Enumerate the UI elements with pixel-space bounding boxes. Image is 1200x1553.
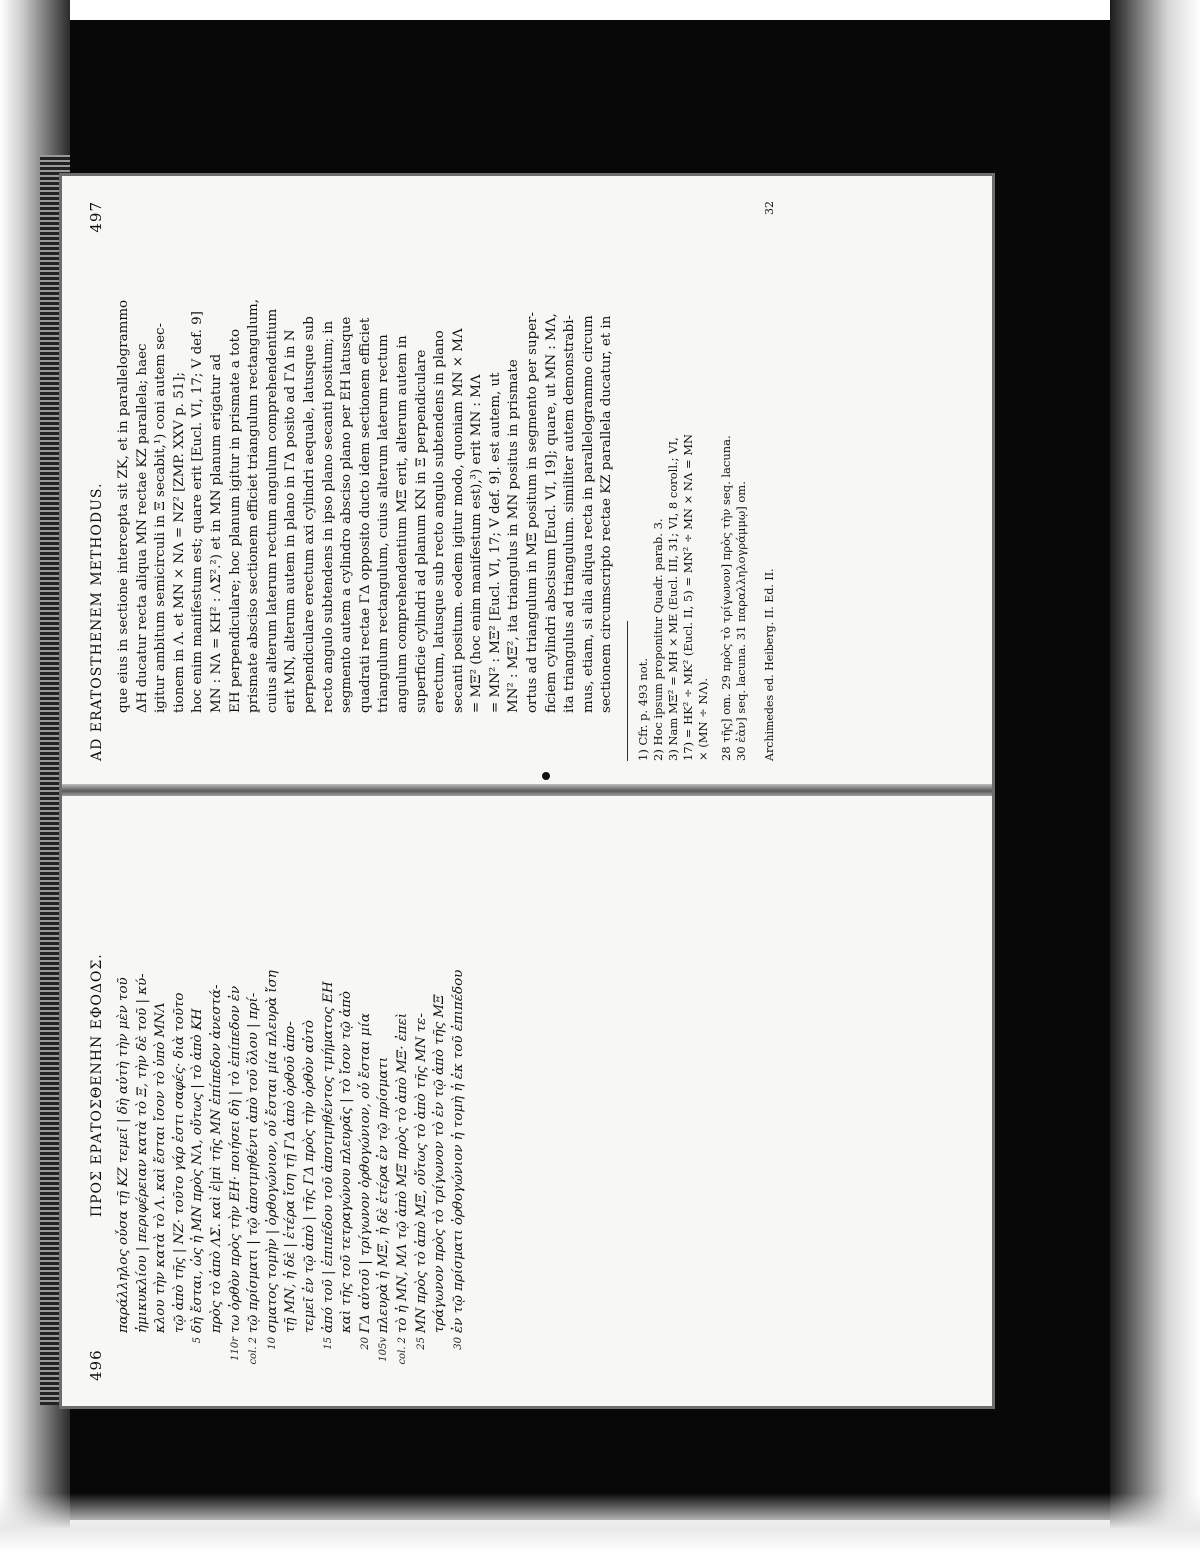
text-line bbox=[134, 201, 153, 761]
text-line bbox=[189, 821, 208, 1381]
line-text: πλευρὰ ἡ ΜΞ, ἡ δὲ ἑτέρα ἐν τῷ πρίσματι bbox=[376, 1056, 392, 1333]
line-number: 25 bbox=[415, 1337, 427, 1350]
line-text: τράγωνον πρὸς τὸ τρίγωνον τὸ ἐν τῷ ἀπὸ τῆς ΜΞ bbox=[432, 994, 448, 1333]
line-text: ortus ad triangulum in MΞ positum in segmento per super- bbox=[525, 312, 541, 713]
page-497-content bbox=[87, 201, 967, 761]
line-text: MN² : MΞ², ita triangulus in MN positus in prismate bbox=[506, 359, 522, 713]
line-text: segmento autem a cylindro absciso plano per EH latusque bbox=[339, 316, 355, 713]
line-number: 5 bbox=[192, 1337, 204, 1344]
signature-mark: 32 bbox=[763, 201, 777, 215]
line-text: quadrati rectae ΓΔ opposito ducto idem sectionem efficiet bbox=[357, 317, 373, 713]
text-line bbox=[227, 201, 246, 761]
text-line bbox=[561, 201, 580, 761]
text-line bbox=[338, 201, 357, 761]
line-text: τω ὀρθὸν πρὸς τὴν ΕΗ· ποιήσει δὴ | τὸ ἐπίπεδον ἐν bbox=[227, 985, 243, 1333]
text-line bbox=[245, 821, 264, 1381]
text-line bbox=[413, 821, 432, 1381]
line-text: EH perpendiculare; hoc planum igitur in prismate a toto bbox=[227, 328, 243, 713]
text-line bbox=[487, 201, 506, 761]
text-line bbox=[301, 821, 320, 1381]
text-line bbox=[357, 201, 376, 761]
page-496 bbox=[62, 796, 992, 1406]
latin-text-block bbox=[115, 201, 617, 761]
line-text: σματος τομὴν | ὀρθογώνιον, οὗ ἔσται μία πλευρὰ ἴση bbox=[264, 970, 280, 1333]
line-text: τεμεῖ ἐν τῷ ἀπὸ | τῆς ΓΔ πρὸς τὴν ὀρθὸν αὐτὸ bbox=[301, 1020, 317, 1333]
text-line bbox=[524, 201, 543, 761]
text-line bbox=[152, 201, 171, 761]
footnote: 17) = HK² ÷ MK² (Eucl. II, 5) = MN² ÷ MN × NΛ = MN bbox=[681, 433, 696, 761]
footer-imprint: Archimedes ed. Heiberg. II. Ed. II. bbox=[763, 568, 777, 761]
ink-dot bbox=[542, 772, 550, 780]
text-line bbox=[282, 821, 301, 1381]
footnote: 3) Nam MΞ² = MH × ME (Eucl. III, 31; VI, 8 coroll.; VI, bbox=[666, 437, 681, 761]
running-head-497 bbox=[87, 201, 105, 761]
line-text: hoc enim manifestum est; quare erit [Eucl. VI, 17; V def. 9] bbox=[190, 311, 206, 713]
line-text: secanti positum. eodem igitur modo, quoniam MN × MΛ bbox=[450, 328, 466, 713]
page-497 bbox=[62, 176, 992, 786]
line-text: ΜΝ πρὸς τὸ ἀπὸ ΜΞ, οὕτως τὸ ἀπὸ τῆς ΜΝ τε- bbox=[413, 1013, 429, 1333]
footnote: × (MN ÷ NΛ). bbox=[696, 677, 711, 761]
scan-edge-right bbox=[1110, 0, 1200, 1553]
line-text: sectionem circumscripto rectae KZ parallela ducatur, et in bbox=[599, 315, 615, 713]
running-head-title: AD ERATOSTHENEM METHODUS. bbox=[89, 482, 105, 761]
text-line bbox=[227, 821, 246, 1381]
line-text: = MΞ² (hoc enim manifestum est),³) erit MN : MΛ bbox=[469, 374, 485, 713]
footnote: 2) Hoc ipsum proponitur Quadr. parab. 3. bbox=[651, 518, 666, 761]
text-line bbox=[189, 201, 208, 761]
line-text: mus, etiam, si alia aliqua recta in parallelogrammo circum bbox=[580, 315, 596, 713]
line-text: erit MN, alterum autem in plano in ΓΔ posito ad ΓΔ in N bbox=[283, 329, 299, 713]
page-496-content bbox=[87, 821, 967, 1381]
text-line bbox=[450, 821, 469, 1381]
line-text: perpendiculare erectum axi cylindri aequale, latusque sub bbox=[301, 316, 317, 713]
line-text: recto angulo subtendens in ipso plano secanti positum; in bbox=[320, 320, 336, 713]
line-number: col. 2 bbox=[248, 1337, 260, 1365]
line-text: tionem in Λ. et MN × NΛ = NZ² [ZMP. XXV p. 51]; bbox=[171, 372, 187, 713]
text-line bbox=[320, 821, 339, 1381]
line-text: τῷ ἀπὸ τῆς | ΝΖ· τοῦτο γάρ ἐστι σαφές· διὰ τοῦτο bbox=[171, 992, 187, 1333]
line-number: 20 bbox=[359, 1337, 371, 1350]
text-line bbox=[338, 821, 357, 1381]
line-text: superficie cylindri ad planum KN in Ξ perpendiculare bbox=[413, 349, 429, 713]
text-line bbox=[115, 821, 134, 1381]
line-text: κλου τὴν κατὰ τὸ Λ. καὶ ἔσται ἴσον τὸ ὑπὸ ΜΝΛ bbox=[153, 1002, 169, 1333]
line-text: δὴ ἔσται, ὡς ἡ ΜΝ πρὸς ΝΛ, οὕτως | τὸ ἀπὸ ΚΗ bbox=[190, 1008, 206, 1333]
text-line bbox=[413, 201, 432, 761]
line-number: 30 bbox=[452, 1337, 464, 1350]
line-text: ficiem cylindri abscisum [Eucl. VI, 19]; quare, ut MN : MΛ, bbox=[543, 313, 559, 713]
text-line bbox=[598, 201, 617, 761]
line-text: triangulum rectangulum, cuius alterum laterum rectum bbox=[376, 334, 392, 713]
text-line bbox=[543, 201, 562, 761]
apparatus-entry: 30 ἐὰν] seq. lacuna. 31 παραλληλογράμμῳ] om. bbox=[734, 481, 749, 761]
text-line bbox=[450, 201, 469, 761]
line-text: ita triangulus ad triangulum. similiter autem demonstrabi- bbox=[562, 314, 578, 713]
text-line bbox=[375, 201, 394, 761]
text-line bbox=[431, 201, 450, 761]
text-line bbox=[245, 201, 264, 761]
text-line bbox=[505, 201, 524, 761]
line-text: τῷ πρίσματι | τῷ ἀποτμηθέντι ἀπὸ τοῦ ὅλου | πρί- bbox=[246, 992, 262, 1333]
text-line bbox=[208, 821, 227, 1381]
line-text: τῇ ΜΝ, ἡ δὲ | ἑτέρα ἴση τῇ ΓΔ ἀπὸ ὀρθοῦ ἀπο- bbox=[283, 1021, 299, 1333]
line-text: igitur ambitum semicirculi in Ξ secabit,¹) coni autem sec- bbox=[153, 322, 169, 713]
critical-apparatus bbox=[719, 201, 749, 761]
line-text: παράλληλος οὖσα τῇ ΚΖ τεμεῖ | δὴ αὐτὴ τὴν μὲν τοῦ bbox=[116, 977, 131, 1333]
text-line bbox=[171, 821, 190, 1381]
line-number: col. 2 bbox=[396, 1337, 408, 1365]
text-line bbox=[580, 201, 599, 761]
text-line bbox=[134, 821, 153, 1381]
text-line bbox=[171, 201, 190, 761]
text-line bbox=[394, 821, 413, 1381]
text-line bbox=[152, 821, 171, 1381]
line-text: ἀπό τοῦ | ἐπιπέδου τοῦ ἀποτμηθέντος τμήματος ΕΗ bbox=[320, 981, 336, 1333]
page-number: 497 bbox=[87, 201, 105, 233]
line-text: cuius alterum laterum rectum angulum comprehendentium bbox=[264, 308, 280, 713]
line-text: τὸ ἡ ΜΝ, ΜΛ τῷ ἀπὸ ΜΞ πρὸς τὸ ἀπὸ ΜΞ· ἐπεὶ bbox=[394, 1012, 410, 1333]
running-head-496 bbox=[87, 821, 105, 1381]
line-text: que eius in sectione intercepta sit ZK, et in parallelogrammo bbox=[116, 299, 131, 713]
line-text: πρὸς τὸ ἀπὸ ΛΣ. καὶ ἐ|πὶ τῆς ΜΝ ἐπίπεδον ἀνεστά- bbox=[208, 984, 224, 1333]
line-text: = MN² : MΞ² [Eucl. VI, 17; V def. 9]. est autem, ut bbox=[487, 372, 503, 713]
line-text: ἐν τῷ πρίσματι ὀρθογώνιον ἡ τομὴ ἡ ἐκ τοῦ ἐπιπέδου bbox=[450, 969, 466, 1333]
footnote: 1) Cfr. p. 493 not. bbox=[636, 658, 651, 761]
text-line bbox=[282, 201, 301, 761]
line-text: erectum, latusque sub recto angulo subtendens in plano bbox=[432, 330, 448, 713]
page-footer bbox=[763, 201, 776, 761]
text-line bbox=[320, 201, 339, 761]
scan-edge-bottom bbox=[0, 1493, 1200, 1553]
text-line bbox=[394, 201, 413, 761]
text-line bbox=[468, 201, 487, 761]
page-number: 496 bbox=[87, 1349, 105, 1381]
line-number: 10 bbox=[266, 1337, 278, 1350]
greek-text-block bbox=[115, 821, 468, 1381]
line-text: ΓΔ αὐτοῦ | τρίγωνον ὀρθογώνιον, οὗ ἔσται μία bbox=[357, 1013, 373, 1333]
line-text: MN : NΛ = KH² : ΛΣ².²) et in MN planum erigatur ad bbox=[208, 353, 224, 713]
line-text: ΔH ducatur recta aliqua MN rectae KZ parallela; haec bbox=[134, 343, 150, 713]
text-line bbox=[431, 821, 450, 1381]
line-text: prismate absciso sectionem efficiet triangulum rectangulum, bbox=[246, 299, 262, 713]
footnote-rule bbox=[627, 621, 628, 761]
text-line bbox=[375, 821, 394, 1381]
text-line bbox=[208, 201, 227, 761]
line-number: 110r bbox=[229, 1337, 241, 1361]
text-line bbox=[264, 201, 283, 761]
line-text: ἡμικυκλίου | περιφέρειαν κατὰ τὸ Ξ, τὴν δὲ τοῦ | κύ- bbox=[134, 973, 150, 1333]
text-line bbox=[264, 821, 283, 1381]
apparatus-entry: 28 τῆς] om. 29 πρὸς τὸ τρίγωνον] πρὸς τὴν seq. lacuna. bbox=[719, 435, 734, 761]
line-number: 105v bbox=[378, 1337, 390, 1362]
line-text: καὶ τῆς τοῦ τετραγώνου πλευρᾶς | τὸ ἴσον τῷ ἀπὸ bbox=[339, 991, 355, 1333]
text-line bbox=[301, 201, 320, 761]
book-spread bbox=[62, 176, 992, 1406]
line-text: angulum comprehendentium MΞ erit, alterum autem in bbox=[394, 335, 410, 713]
text-line bbox=[115, 201, 134, 761]
footnotes bbox=[636, 201, 711, 761]
running-head-title: ΠΡΟΣ ΕΡΑΤΟΣΘΕΝΗΝ ΕΦΟΔΟΣ. bbox=[89, 953, 105, 1218]
text-line bbox=[357, 821, 376, 1381]
line-number: 15 bbox=[322, 1337, 334, 1350]
